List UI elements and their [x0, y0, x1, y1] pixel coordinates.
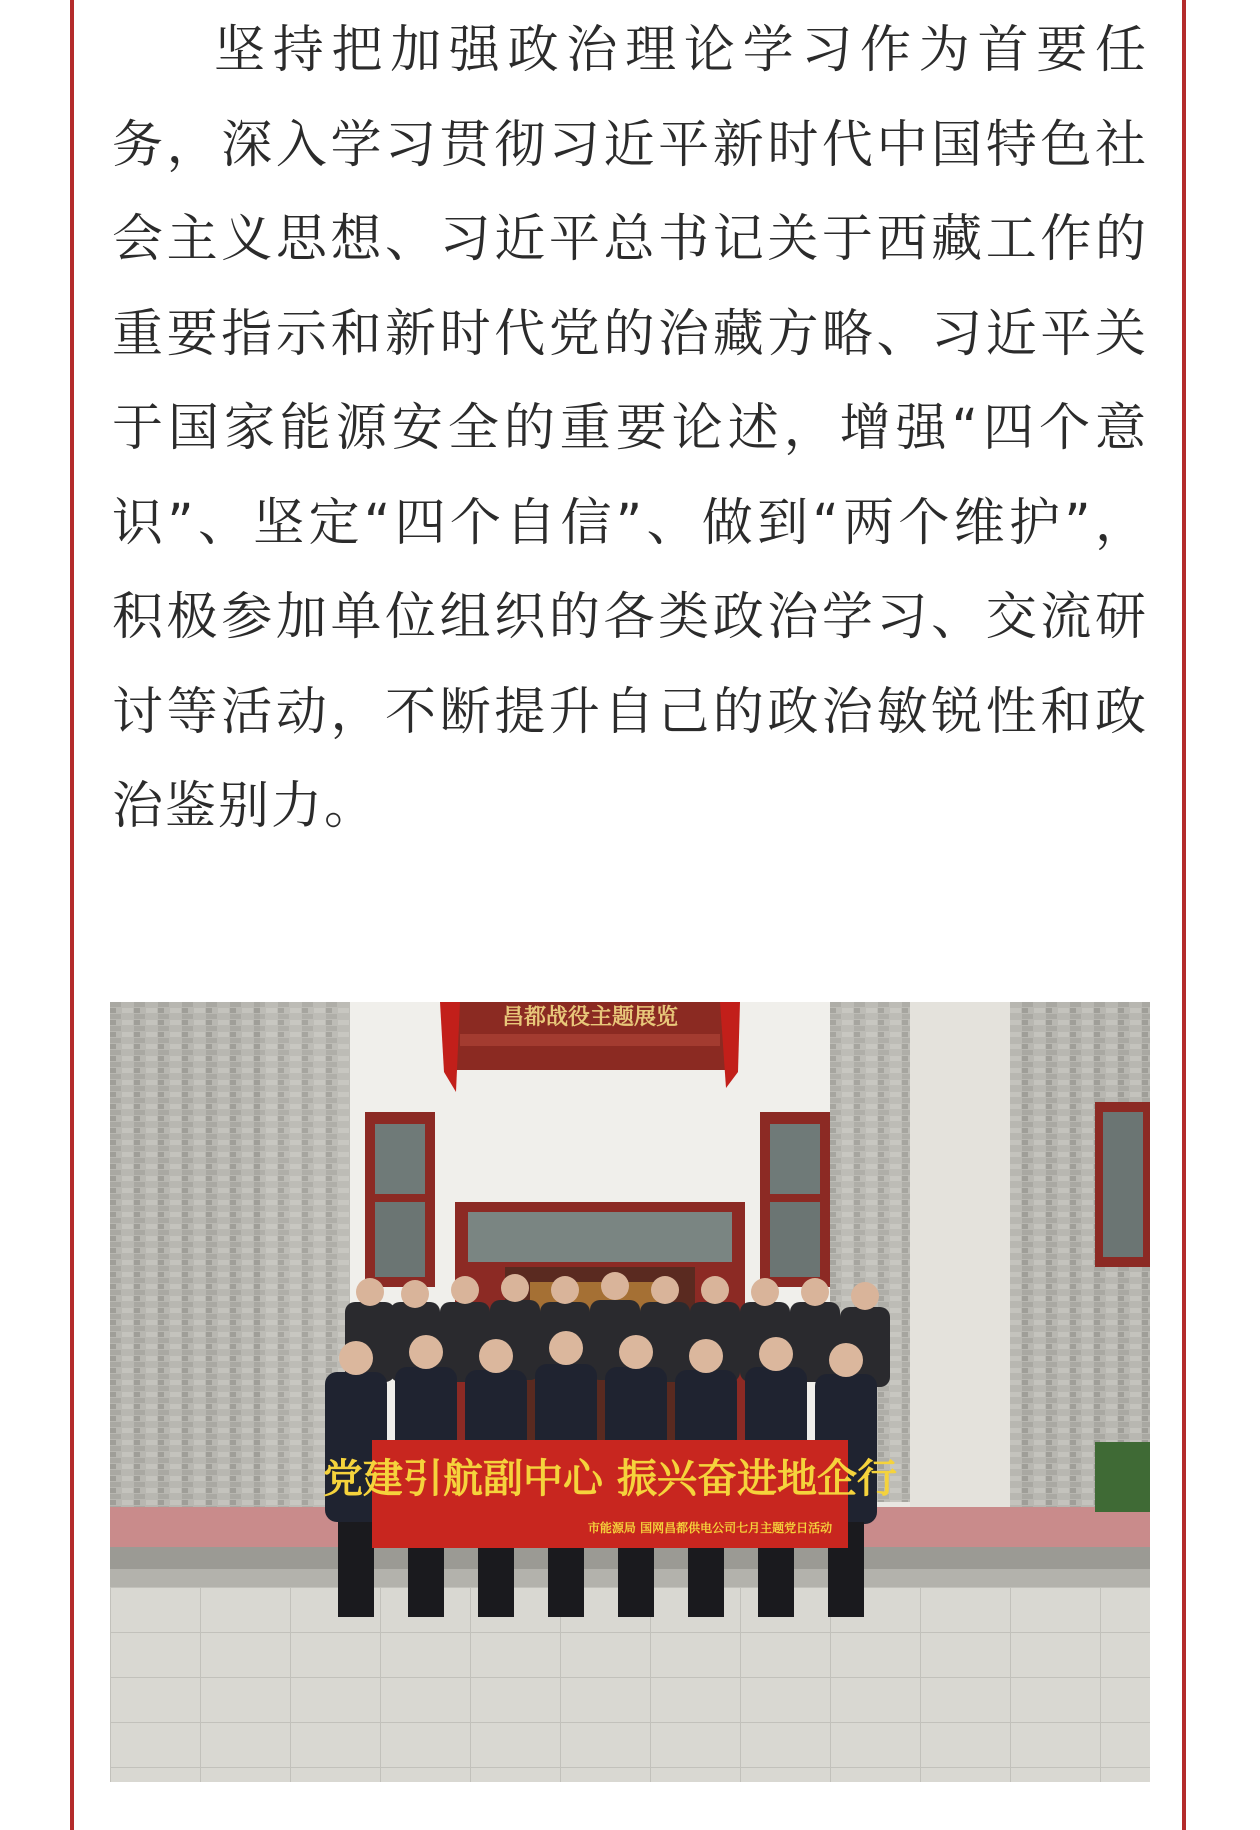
left-brick-wall: [110, 1002, 260, 1522]
article-paragraph: 坚持把加强政治理论学习作为首要任务，深入学习贯彻习近平新时代中国特色社会主义思想、习近平总书记关于西藏工作的重要指示和新时代党的治藏方略、习近平关于国家能源安全的重要论述，增强“四个意识”、坚定“四个自信”、做到“两个维护”，积极参加单位组织的各类政治学习、交流研讨等活动，不断提升自己的政治敏锐性和政治鉴别力。: [112, 21, 1148, 836]
group-photo: [110, 1002, 1150, 1782]
red-banner: [323, 1440, 897, 1548]
plaque-title: 昌都战役主题展览: [501, 1005, 679, 1030]
banner-main-text: 党建引航副中心 振兴奋进地企行: [323, 1456, 897, 1502]
banner-sub-text: 市能源局 国网昌都供电公司七月主题党日活动: [587, 1521, 833, 1535]
